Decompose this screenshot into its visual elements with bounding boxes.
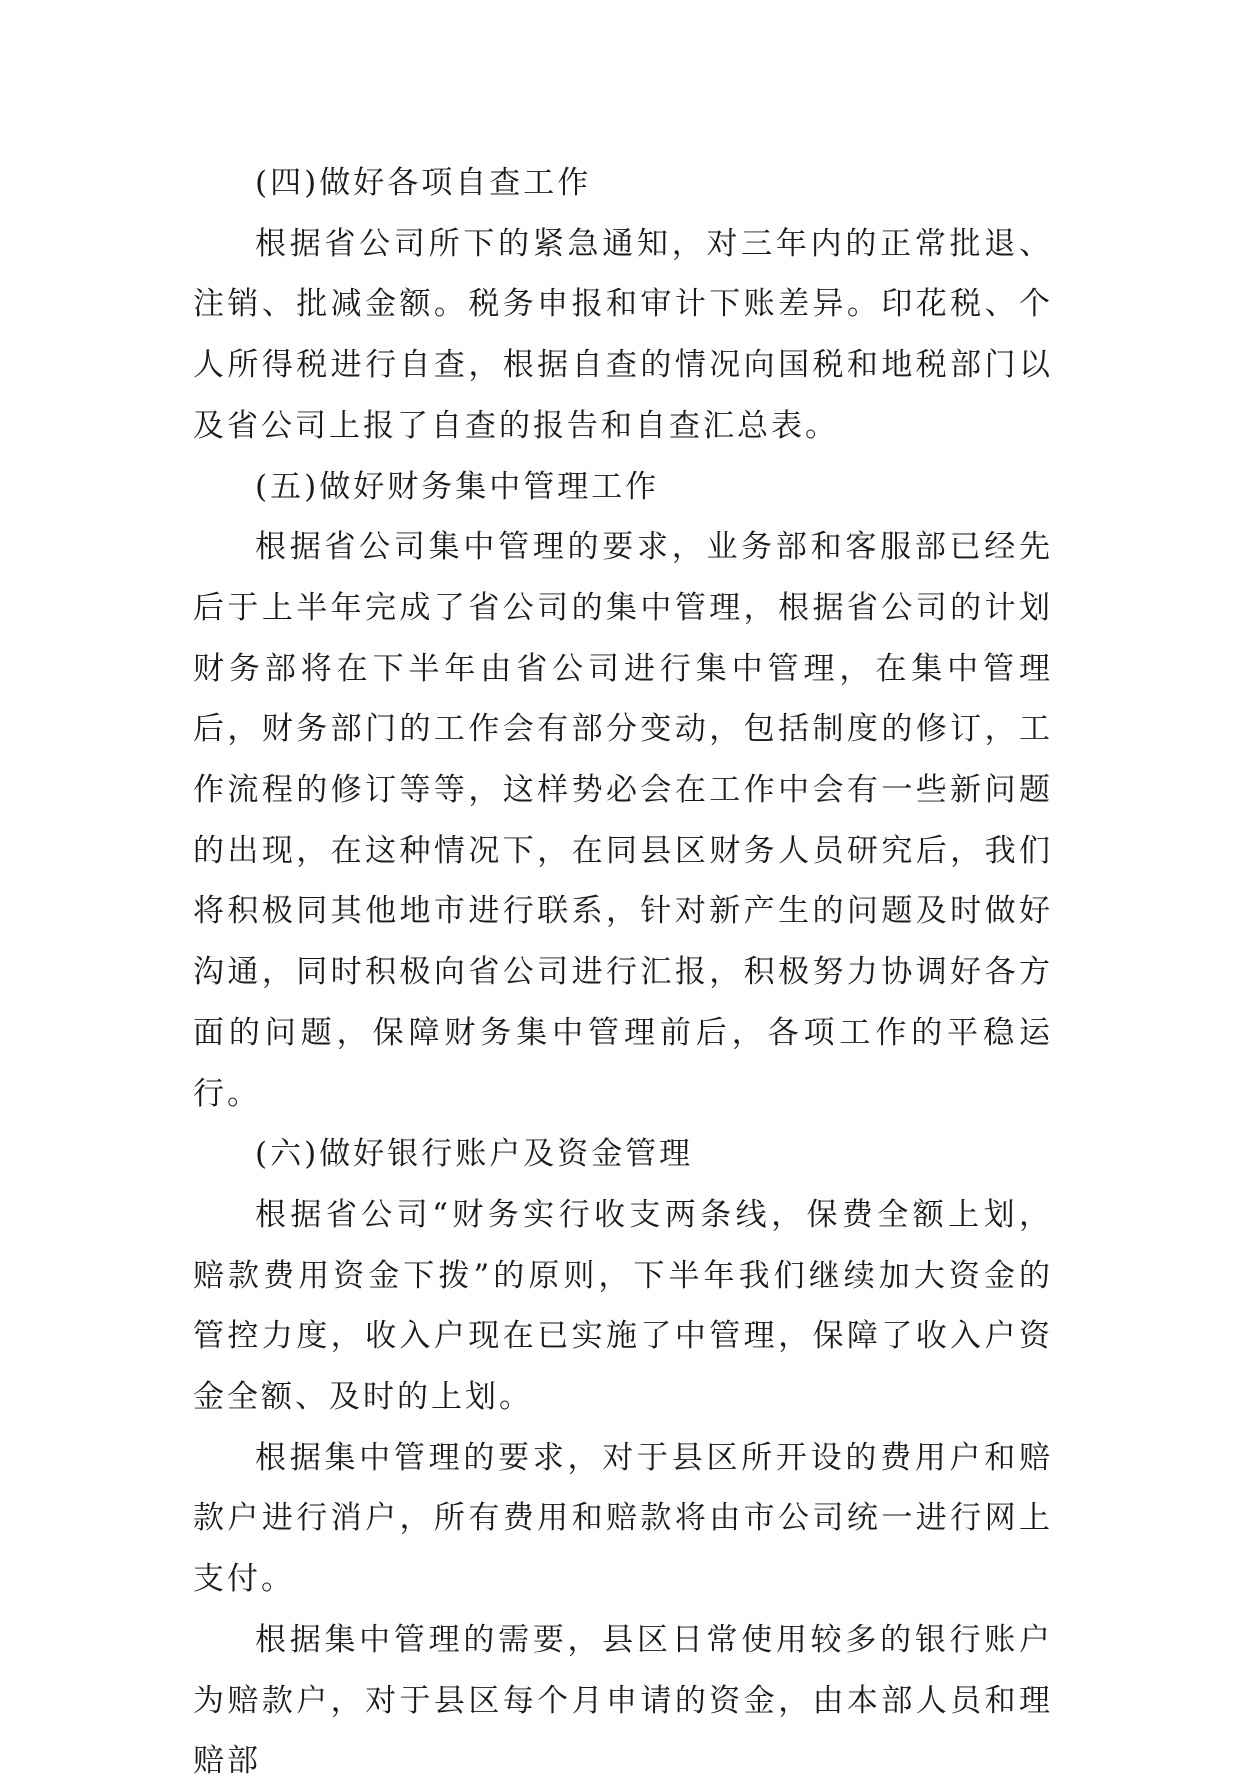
paragraph: 根据省公司所下的紧急通知，对三年内的正常批退、注销、批减金额。税务申报和审计下账差异。印花税、个人所得税进行自查，根据自查的情况向国税和地税部门以及省公司上报了自查的报告和自查汇总表。	[193, 225, 1053, 444]
section-heading: (六)做好银行账户及资金管理	[255, 1136, 694, 1173]
paragraph: 根据省公司“财务实行收支两条线，保费全额上划，赔款费用资金下拨”的原则，下半年我们继续加大资金的管控力度，收入户现在已实施了中管理，保障了收入户资金全额、及时的上划。	[193, 1196, 1053, 1416]
section-4	[193, 153, 1053, 457]
document-body	[193, 153, 1053, 1792]
section-5	[193, 457, 1053, 1125]
section-heading: (四)做好各项自查工作	[255, 165, 592, 201]
paragraph: 根据集中管理的要求，对于县区所开设的费用户和赔款户进行消户，所有费用和赔款将由市公司统一进行网上支付。	[193, 1439, 1053, 1598]
section-6	[193, 1124, 1053, 1792]
paragraph: 根据省公司集中管理的要求，业务部和客服部已经先后于上半年完成了省公司的集中管理，根据省公司的计划财务部将在下半年由省公司进行集中管理，在集中管理后，财务部门的工作会有部分变动，包括制度的修订，工作流程的修订等等，这样势必会在工作中会有一些新问题的出现，在这种情况下，在同县区财务人员研究后，我们将积极同其他地市进行联系，针对新产生的问题及时做好沟通，同时积极向省公司进行汇报，积极努力协调好各方面的问题，保障财务集中管理前后，各项工作的平稳运行。	[193, 529, 1053, 1112]
section-heading: (五)做好财务集中管理工作	[255, 468, 660, 505]
paragraph: 根据集中管理的需要，县区日常使用较多的银行账户为赔款户，对于县区每个月申请的资金，由本部人员和理赔部	[193, 1621, 1053, 1780]
